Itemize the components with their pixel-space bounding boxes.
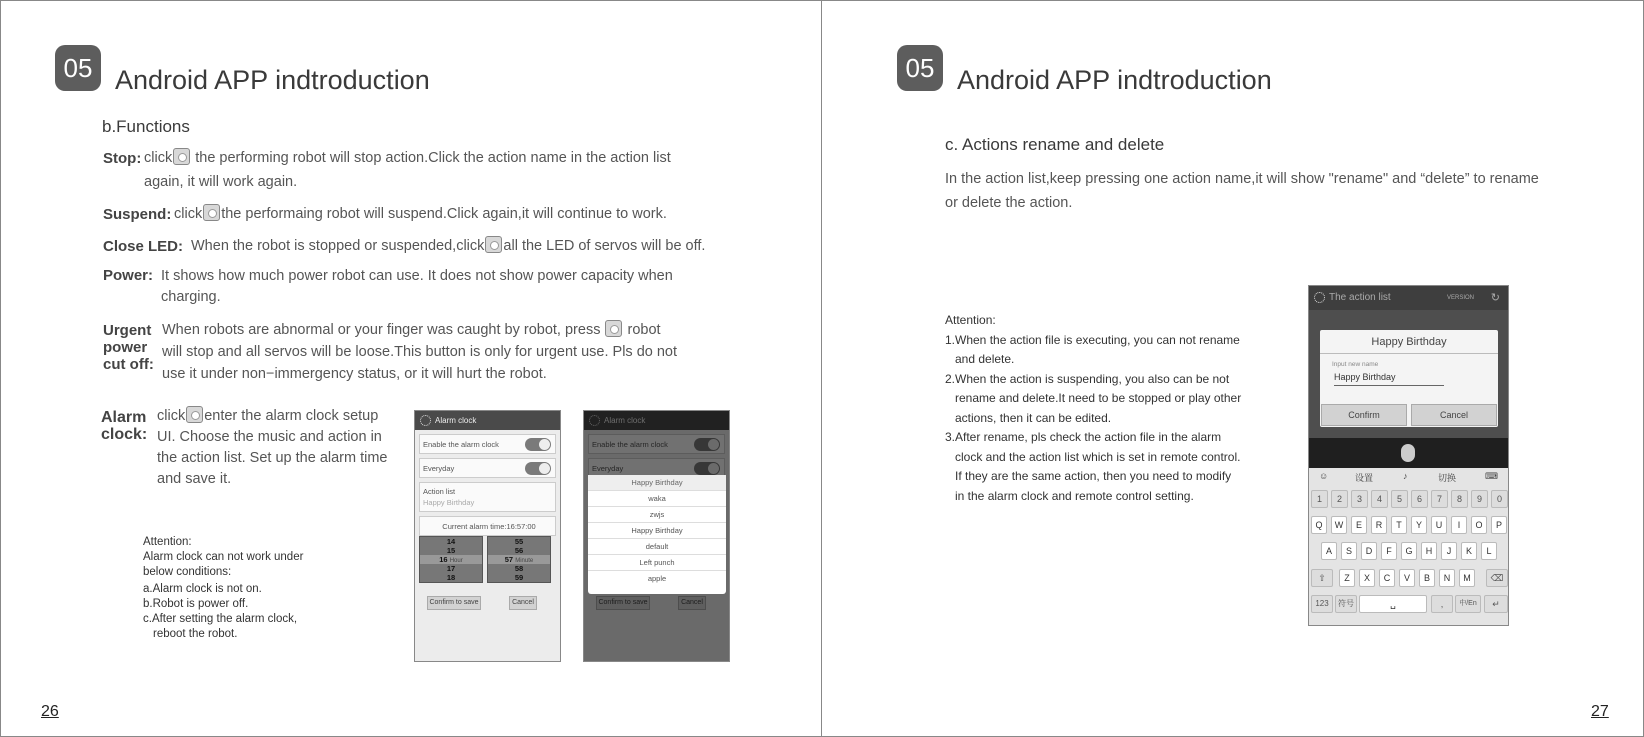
page-title: Android APP indtroduction: [115, 65, 430, 95]
hour-item: 14: [446, 537, 456, 546]
kb-hide-icon[interactable]: ⌨: [1485, 471, 1498, 481]
key-1[interactable]: 1: [1311, 490, 1328, 508]
urgent-text-a1: When robots are abnormal or your finger was caught by robot, press: [162, 322, 601, 338]
section-badge: 05: [897, 45, 943, 91]
urgent-label-1: Urgent: [103, 322, 152, 339]
alarm-clock-icon: [186, 406, 203, 423]
minute-item-selected: [488, 555, 550, 564]
key-v[interactable]: V: [1399, 569, 1415, 587]
stop-text-b: the performing robot will stop action.Click the action name in the action list: [191, 150, 671, 166]
key-4[interactable]: 4: [1371, 490, 1388, 508]
alarm-text-b: enter the alarm clock setup: [204, 408, 379, 424]
att-line: in the alarm clock and remote control setting.: [955, 488, 1194, 503]
stop-icon: [173, 148, 190, 165]
confirm-save-button[interactable]: Confirm to save: [427, 596, 481, 610]
enable-alarm-toggle[interactable]: [525, 438, 551, 451]
stop-text-a: click: [144, 150, 173, 166]
stop-text: [144, 147, 671, 169]
power-label: Power:: [103, 267, 154, 284]
rename-para-1: In the action list,keep pressing one action name,it will show "rename" and “delete” to rename: [945, 171, 1539, 187]
version-label: VERSION: [1446, 295, 1474, 301]
key-x[interactable]: X: [1359, 569, 1375, 587]
phone3-title: The action list: [1329, 292, 1391, 303]
action-option[interactable]: waka: [588, 491, 726, 507]
action-option[interactable]: apple: [647, 574, 667, 583]
action-picker-popup: [588, 475, 726, 594]
action-option[interactable]: Left punch: [588, 555, 726, 571]
rename-paragraph: [945, 168, 1539, 214]
key-c[interactable]: C: [1379, 569, 1395, 587]
key-w[interactable]: W: [1331, 516, 1347, 534]
key-2[interactable]: 2: [1331, 490, 1348, 508]
minute-item: 58: [514, 564, 524, 573]
page-number: 26: [41, 703, 59, 720]
section-badge: 05: [55, 45, 101, 91]
alarm-attention: [143, 535, 303, 642]
key-p[interactable]: P: [1491, 516, 1507, 534]
key-7[interactable]: 7: [1431, 490, 1448, 508]
alarm-label-1: Alarm: [101, 409, 147, 426]
key-a[interactable]: A: [1321, 542, 1337, 560]
rename-dialog-screenshot: [1308, 285, 1509, 626]
section-subtitle: b.Functions: [102, 117, 190, 136]
alarm-line-2: UI. Choose the music and action in: [157, 429, 382, 445]
keyboard: [1309, 468, 1509, 626]
alarm-att-3: below conditions:: [143, 566, 232, 578]
key-f[interactable]: F: [1381, 542, 1397, 560]
key-t[interactable]: T: [1391, 516, 1407, 534]
rename-attention: [945, 311, 1241, 506]
pause-icon: [203, 204, 220, 221]
input-label: Input new name: [1332, 361, 1379, 368]
urgent-text-b: will stop and all servos will be loose.This button is only for urgent use. Pls do not: [162, 344, 678, 360]
power-text-b: charging.: [161, 289, 221, 305]
power-cut-icon: [605, 320, 622, 337]
key-y[interactable]: Y: [1411, 516, 1427, 534]
gear-icon: [420, 415, 431, 426]
alarm-clock-screenshot: [414, 410, 561, 662]
dialog-title: Happy Birthday: [1320, 330, 1498, 354]
key-g[interactable]: G: [1401, 542, 1417, 560]
key-s[interactable]: S: [1341, 542, 1357, 560]
suspend-label: Suspend:: [103, 206, 172, 223]
kb-switch[interactable]: 切换: [1438, 473, 1457, 483]
page-number: 27: [1591, 703, 1609, 720]
everyday-row[interactable]: [419, 458, 556, 478]
lang-key[interactable]: 中/En: [1455, 595, 1481, 613]
key-9[interactable]: 9: [1471, 490, 1488, 508]
phone1-titlebar: [415, 411, 560, 430]
key-6[interactable]: 6: [1411, 490, 1428, 508]
urgent-label-3: cut off:: [103, 356, 154, 373]
minute-selected-value: 57: [504, 555, 514, 564]
stop-label: Stop:: [103, 150, 142, 167]
comma-key[interactable]: ,: [1431, 595, 1453, 613]
key-i[interactable]: I: [1451, 516, 1467, 534]
phone3-titlebar: [1309, 286, 1508, 310]
alarm-att-2: Alarm clock can not work under: [143, 551, 304, 563]
key-8[interactable]: 8: [1451, 490, 1468, 508]
key-0[interactable]: 0: [1491, 490, 1508, 508]
att-line: If they are the same action, then you need to modify: [955, 469, 1232, 483]
led-text: [191, 235, 705, 257]
key-n[interactable]: N: [1439, 569, 1455, 587]
att-line: rename and delete.It need to be stopped or play other: [955, 391, 1242, 405]
key-e[interactable]: E: [1351, 516, 1367, 534]
key-q[interactable]: Q: [1311, 516, 1327, 534]
minute-item: 59: [514, 573, 524, 582]
refresh-icon[interactable]: ↻: [1490, 292, 1500, 304]
space-key[interactable]: ␣: [1359, 595, 1427, 613]
hour-item: 17: [446, 564, 456, 573]
power-text-a: It shows how much power robot can use. It does not show power capacity when: [161, 268, 673, 284]
hour-item-selected: [420, 555, 482, 564]
minute-unit: Minute: [515, 558, 534, 564]
action-option[interactable]: default: [588, 539, 726, 555]
current-time: Current alarm time:16:57:00: [419, 516, 556, 536]
key-5[interactable]: 5: [1391, 490, 1408, 508]
key-z[interactable]: Z: [1339, 569, 1355, 587]
key-d[interactable]: D: [1361, 542, 1377, 560]
key-j[interactable]: J: [1441, 542, 1457, 560]
alarm-att-7: reboot the robot.: [153, 628, 238, 640]
alarm-text-a: click: [157, 408, 186, 424]
keyboard-toolbar: [1309, 468, 1509, 486]
hour-wheel[interactable]: [419, 536, 483, 583]
action-list-label: Action list: [423, 487, 456, 496]
att-line: actions, then it can be edited.: [955, 410, 1112, 425]
rename-dialog: [1320, 330, 1498, 427]
suspend-text-b: the performaing robot will suspend.Click again,it will continue to work.: [221, 206, 667, 222]
everyday-text: Everyday: [423, 464, 455, 473]
urgent-text-a2: robot: [627, 322, 661, 338]
key-u[interactable]: U: [1431, 516, 1447, 534]
key-l[interactable]: L: [1481, 542, 1497, 560]
hour-unit: Hour: [449, 558, 463, 564]
alarm-att-1: Attention:: [143, 536, 192, 548]
right-page: [821, 0, 1644, 737]
section-subtitle: c. Actions rename and delete: [945, 135, 1165, 154]
num-key[interactable]: 123: [1311, 595, 1333, 613]
att-line: and delete.: [955, 352, 1015, 366]
voice-bar: [1309, 438, 1509, 468]
hour-item: 18: [446, 573, 456, 582]
alarm-att-4: a.Alarm clock is not on.: [143, 583, 262, 595]
alarm-label: [101, 409, 147, 443]
alarm-att-5: b.Robot is power off.: [143, 598, 249, 610]
enable-alarm-text: Enable the alarm clock: [423, 440, 499, 449]
led-text-b: all the LED of servos will be off.: [503, 238, 706, 254]
urgent-text-c: use it under non−immergency status, or it will hurt the robot.: [162, 366, 547, 382]
att-line: 1.When the action file is executing, you can not rename: [945, 332, 1240, 347]
phone1-title: Alarm clock: [435, 416, 477, 425]
att-line: Attention:: [945, 313, 996, 327]
urgent-label: [103, 322, 154, 373]
att-line: 2.When the action is suspending, you also can be not: [945, 371, 1230, 386]
alarm-line-4: and save it.: [157, 471, 232, 487]
gear-icon: [1314, 292, 1325, 303]
kb-settings[interactable]: 设置: [1355, 473, 1374, 483]
alarm-text: [157, 406, 388, 490]
emoji-icon[interactable]: ☺: [1319, 471, 1329, 481]
key-r[interactable]: R: [1371, 516, 1387, 534]
popup-title: Happy Birthday: [588, 475, 726, 491]
hour-item: 15: [446, 546, 456, 555]
backspace-key[interactable]: ⌫: [1486, 569, 1508, 587]
hour-selected-value: 16: [439, 555, 448, 564]
action-list-value: Happy Birthday: [423, 498, 475, 507]
alarm-line-3: the action list. Set up the alarm time: [157, 450, 388, 466]
minute-item: 55: [514, 537, 524, 546]
att-line: 3.After rename, pls check the action file in the alarm: [945, 430, 1222, 444]
stop-text-c: again, it will work again.: [144, 174, 298, 190]
alarm-line-1: [157, 406, 388, 427]
alarm-action-select-screenshot: [583, 410, 730, 662]
kb-mic-icon[interactable]: ♪: [1403, 471, 1408, 481]
action-option[interactable]: Happy Birthday: [588, 523, 726, 539]
alarm-att-6: c.After setting the alarm clock,: [143, 613, 298, 625]
page-title: Android APP indtroduction: [957, 65, 1272, 95]
minute-item: 56: [514, 546, 524, 555]
enter-key[interactable]: ↵: [1484, 595, 1508, 613]
key-k[interactable]: K: [1461, 542, 1477, 560]
rename-para-2: or delete the action.: [945, 195, 1073, 211]
key-3[interactable]: 3: [1351, 490, 1368, 508]
urgent-label-2: power: [103, 339, 148, 356]
led-text-a: When the robot is stopped or suspended,click: [191, 238, 485, 254]
key-b[interactable]: B: [1419, 569, 1435, 587]
suspend-text-a: click: [174, 206, 203, 222]
suspend-text: [174, 203, 667, 225]
cancel-button[interactable]: Cancel: [1411, 404, 1497, 426]
att-line: clock and the action list which is set in remote control.: [955, 449, 1241, 464]
led-icon: [485, 236, 502, 253]
confirm-button[interactable]: Confirm: [1321, 404, 1407, 426]
microphone-icon[interactable]: [1401, 444, 1415, 462]
shift-key[interactable]: ⇧: [1311, 569, 1333, 587]
alarm-label-2: clock:: [101, 426, 148, 443]
rename-input[interactable]: Happy Birthday: [1334, 372, 1444, 386]
led-label: Close LED:: [103, 238, 184, 255]
key-h[interactable]: H: [1421, 542, 1437, 560]
enable-alarm-row[interactable]: [419, 434, 556, 454]
action-option[interactable]: zwjs: [588, 507, 726, 523]
key-m[interactable]: M: [1459, 569, 1475, 587]
action-list-row[interactable]: [419, 482, 556, 512]
minute-wheel[interactable]: [487, 536, 551, 583]
symbol-key[interactable]: 符号: [1335, 595, 1357, 613]
urgent-text-a: [162, 319, 661, 341]
cancel-button[interactable]: Cancel: [509, 596, 537, 610]
key-o[interactable]: O: [1471, 516, 1487, 534]
everyday-toggle[interactable]: [525, 462, 551, 475]
